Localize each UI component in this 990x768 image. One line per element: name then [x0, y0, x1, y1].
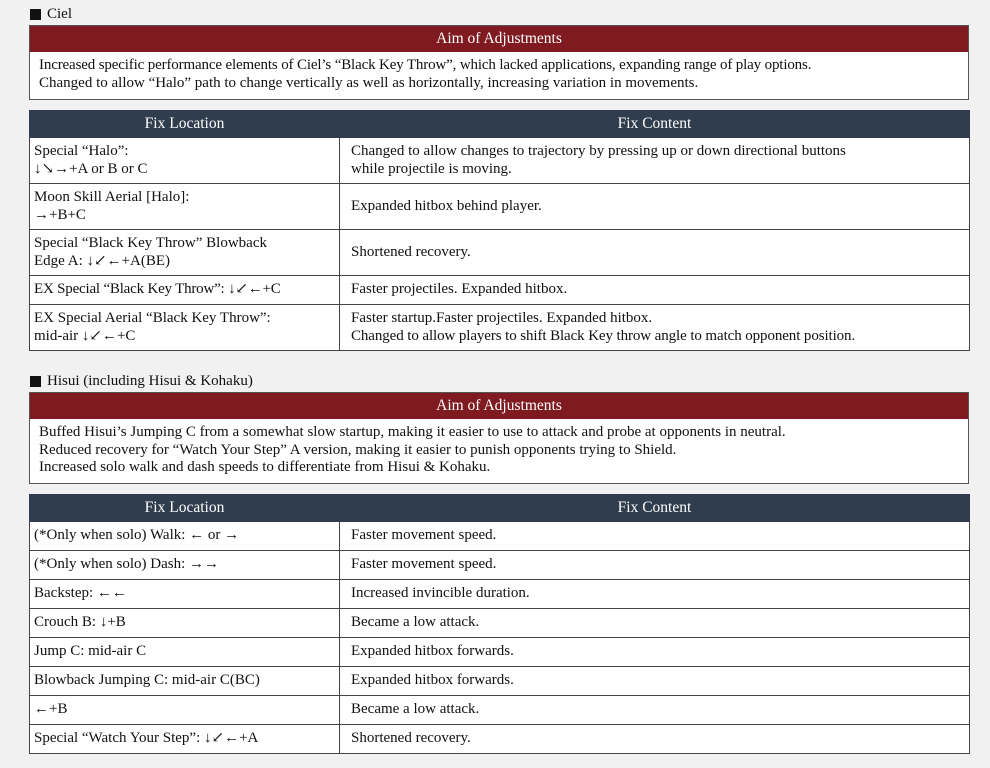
content-line: while projectile is moving. — [351, 160, 512, 177]
fix-content-cell: Became a low attack. — [340, 696, 970, 725]
fix-table-ciel — [29, 110, 970, 351]
fix-content-cell — [340, 184, 970, 230]
table-row — [30, 580, 970, 609]
fix-content-cell — [340, 305, 970, 351]
location-line: EX Special Aerial “Black Key Throw”: — [34, 310, 271, 326]
location-line: Special “Halo”: — [34, 143, 129, 159]
section-title-hisui — [30, 372, 253, 390]
section-title-text: Ciel — [47, 6, 72, 22]
aim-header: Aim of Adjustments — [30, 26, 968, 52]
location-line: ↓↘→+A or B or C — [34, 160, 148, 177]
aim-header: Aim of Adjustments — [30, 393, 968, 419]
fix-content-cell: Expanded hitbox forwards. — [340, 667, 970, 696]
aim-box-ciel — [29, 25, 969, 100]
aim-line: Buffed Hisui’s Jumping C from a somewhat slow startup, making it easier to use to attack and probe at opponents in neutral. — [39, 424, 786, 440]
location-line: Moon Skill Aerial [Halo]: — [34, 189, 190, 205]
fix-content-cell — [340, 138, 970, 184]
table-row — [30, 609, 970, 638]
fix-location-cell: Jump C: mid-air C — [30, 638, 340, 667]
location-line: mid-air ↓↙←+C — [34, 327, 136, 344]
table-row — [30, 305, 970, 351]
content-line: Shortened recovery. — [351, 243, 471, 260]
aim-box-hisui — [29, 392, 969, 484]
aim-line: Reduced recovery for “Watch Your Step” A version, making it easier to punish opponents trying to Shield. — [39, 441, 677, 458]
table-row — [30, 725, 970, 754]
section-title-text: Hisui (including Hisui & Kohaku) — [47, 373, 253, 389]
aim-text — [30, 52, 968, 96]
aim-line: Increased specific performance elements of Ciel’s “Black Key Throw”, which lacked applications, expanding range of play options. — [39, 57, 812, 73]
fix-content-cell: Became a low attack. — [340, 609, 970, 638]
table-row — [30, 667, 970, 696]
table-header-row — [30, 111, 970, 138]
fix-content-cell: Shortened recovery. — [340, 725, 970, 754]
table-row — [30, 551, 970, 580]
section-title-ciel — [30, 5, 72, 23]
location-line: Special “Black Key Throw” Blowback — [34, 235, 267, 251]
fix-content-cell — [340, 276, 970, 305]
content-line: Expanded hitbox behind player. — [351, 197, 542, 214]
table-row — [30, 230, 970, 276]
content-line: Faster startup.Faster projectiles. Expanded hitbox. — [351, 310, 653, 326]
table-row — [30, 184, 970, 230]
fix-location-cell — [30, 138, 340, 184]
content-line: Changed to allow players to shift Black Key throw angle to match opponent position. — [351, 327, 856, 344]
fix-location-cell — [30, 276, 340, 305]
aim-line: Changed to allow “Halo” path to change vertically as well as horizontally, increasing variation in movements. — [39, 74, 699, 91]
header-fix-location: Fix Location — [30, 111, 340, 138]
table-row — [30, 276, 970, 305]
table-row — [30, 522, 970, 551]
square-bullet-icon — [30, 376, 41, 387]
fix-location-cell — [30, 230, 340, 276]
fix-location-cell: Crouch B: ↓+B — [30, 609, 340, 638]
fix-content-cell: Faster movement speed. — [340, 551, 970, 580]
table-row — [30, 638, 970, 667]
location-line: EX Special “Black Key Throw”: ↓↙←+C — [34, 281, 281, 298]
aim-text — [30, 419, 968, 481]
fix-location-cell: (*Only when solo) Walk: ← or → — [30, 522, 340, 551]
fix-content-cell: Expanded hitbox forwards. — [340, 638, 970, 667]
fix-table-hisui — [29, 494, 970, 754]
square-bullet-icon — [30, 9, 41, 20]
location-line: Edge A: ↓↙←+A(BE) — [34, 252, 171, 269]
header-fix-content: Fix Content — [340, 111, 970, 138]
fix-location-cell — [30, 184, 340, 230]
fix-location-cell: (*Only when solo) Dash: →→ — [30, 551, 340, 580]
aim-line: Increased solo walk and dash speeds to differentiate from Hisui & Kohaku. — [39, 459, 491, 475]
fix-content-cell: Increased invincible duration. — [340, 580, 970, 609]
content-line: Faster projectiles. Expanded hitbox. — [351, 281, 568, 298]
fix-location-cell: Blowback Jumping C: mid-air C(BC) — [30, 667, 340, 696]
table-row — [30, 696, 970, 725]
header-fix-content: Fix Content — [340, 495, 970, 522]
fix-location-cell: Special “Watch Your Step”: ↓↙←+A — [30, 725, 340, 754]
table-row — [30, 138, 970, 184]
location-line: →+B+C — [34, 206, 86, 223]
fix-content-cell — [340, 230, 970, 276]
fix-location-cell: ←+B — [30, 696, 340, 725]
header-fix-location: Fix Location — [30, 495, 340, 522]
fix-location-cell — [30, 305, 340, 351]
content-line: Changed to allow changes to trajectory by pressing up or down directional buttons — [351, 143, 846, 159]
fix-content-cell: Faster movement speed. — [340, 522, 970, 551]
fix-location-cell: Backstep: ←← — [30, 580, 340, 609]
table-header-row — [30, 495, 970, 522]
